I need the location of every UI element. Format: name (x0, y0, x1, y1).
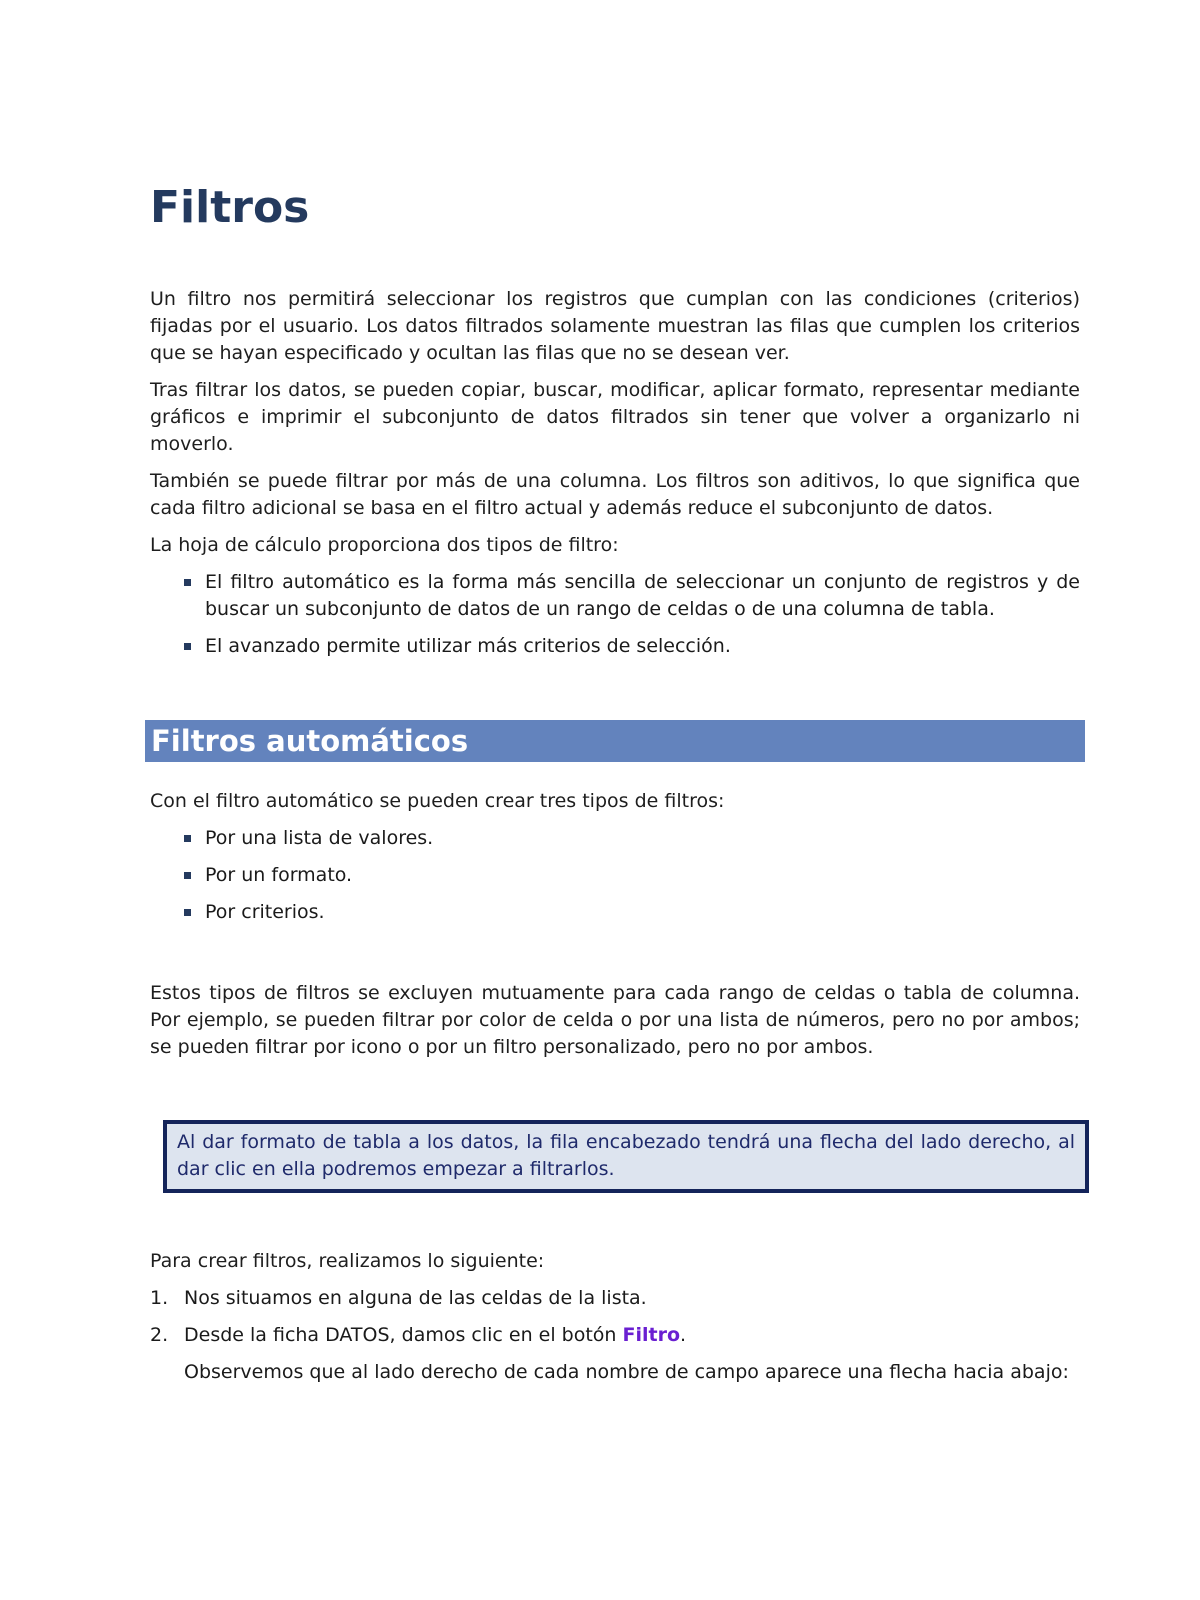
list-item-text: Por una lista de valores. (205, 827, 434, 849)
step-text: Nos situamos en alguna de las celdas de la lista. (184, 1287, 647, 1309)
list-item-text: El avanzado permite utilizar más criterios de selección. (205, 635, 731, 657)
section-heading: Filtros automáticos (151, 724, 469, 758)
list-item (150, 862, 1080, 889)
intro-paragraph: Un filtro nos permitirá seleccionar los registros que cumplan con las condiciones (criterios) fijadas por el usuario. Los datos filtrados solamente muestran las filas que cumplen los criterios que se hayan especificado y ocultan las filas que no se desean ver. (150, 288, 1080, 364)
list-item-text: El filtro automático es la forma más sencilla de seleccionar un conjunto de registros y de buscar un subconjunto de datos de un rango de celdas o de una columna de tabla. (205, 571, 1080, 620)
step-text-end: . (680, 1324, 687, 1346)
square-bullet-icon (184, 909, 191, 916)
list-item (150, 899, 1080, 926)
list-item (150, 569, 1080, 623)
auto-filter-types-list (150, 825, 1080, 926)
filter-button-reference: Filtro (622, 1324, 681, 1346)
list-item (150, 1285, 1080, 1312)
auto-filter-section (150, 788, 1080, 936)
square-bullet-icon (184, 872, 191, 879)
intro-paragraph: Tras filtrar los datos, se pueden copiar, buscar, modificar, aplicar formato, representar mediante gráficos e imprimir el subconjunto de datos filtrados sin tener que volver a organizarlo ni moverlo. (150, 379, 1080, 455)
section-lead: Con el filtro automático se pueden crear tres tipos de filtros: (150, 790, 725, 812)
note-text: Al dar formato de tabla a los datos, la fila encabezado tendrá una flecha del lado derecho, al dar clic en ella podremos empezar a filtrarlos. (177, 1131, 1075, 1180)
square-bullet-icon (184, 579, 191, 586)
intro-paragraph: La hoja de cálculo proporciona dos tipos de filtro: (150, 534, 619, 556)
step-number: 2. (150, 1324, 169, 1346)
filter-types-list (150, 569, 1080, 660)
steps-section (150, 1248, 1080, 1386)
list-item (150, 825, 1080, 852)
intro-section (150, 286, 1080, 670)
steps-lead: Para crear filtros, realizamos lo siguiente: (150, 1250, 545, 1272)
exclusion-paragraph: Estos tipos de filtros se excluyen mutuamente para cada rango de celdas o tabla de columna. Por ejemplo, se pueden filtrar por color de celda o por una lista de números, pero no por ambos; se pueden filtrar por icono o por un filtro personalizado, pero no por ambos. (150, 982, 1080, 1058)
list-item-text: Por un formato. (205, 864, 353, 886)
steps-list (150, 1285, 1080, 1349)
list-item-text: Por criterios. (205, 901, 325, 923)
step-text: Desde la ficha DATOS, damos clic en el botón (184, 1324, 623, 1346)
square-bullet-icon (184, 835, 191, 842)
note-box (163, 1120, 1089, 1193)
list-item (150, 1322, 1080, 1349)
intro-paragraph: También se puede filtrar por más de una columna. Los filtros son aditivos, lo que significa que cada filtro adicional se basa en el filtro actual y además reduce el subconjunto de datos. (150, 470, 1080, 519)
square-bullet-icon (184, 643, 191, 650)
list-item (150, 633, 1080, 660)
observe-paragraph: Observemos que al lado derecho de cada nombre de campo aparece una flecha hacia abajo: (184, 1361, 1069, 1383)
exclusion-paragraph-block (150, 980, 1080, 1061)
page-title: Filtros (150, 182, 310, 233)
step-number: 1. (150, 1287, 169, 1309)
section-heading-bar (145, 720, 1085, 762)
